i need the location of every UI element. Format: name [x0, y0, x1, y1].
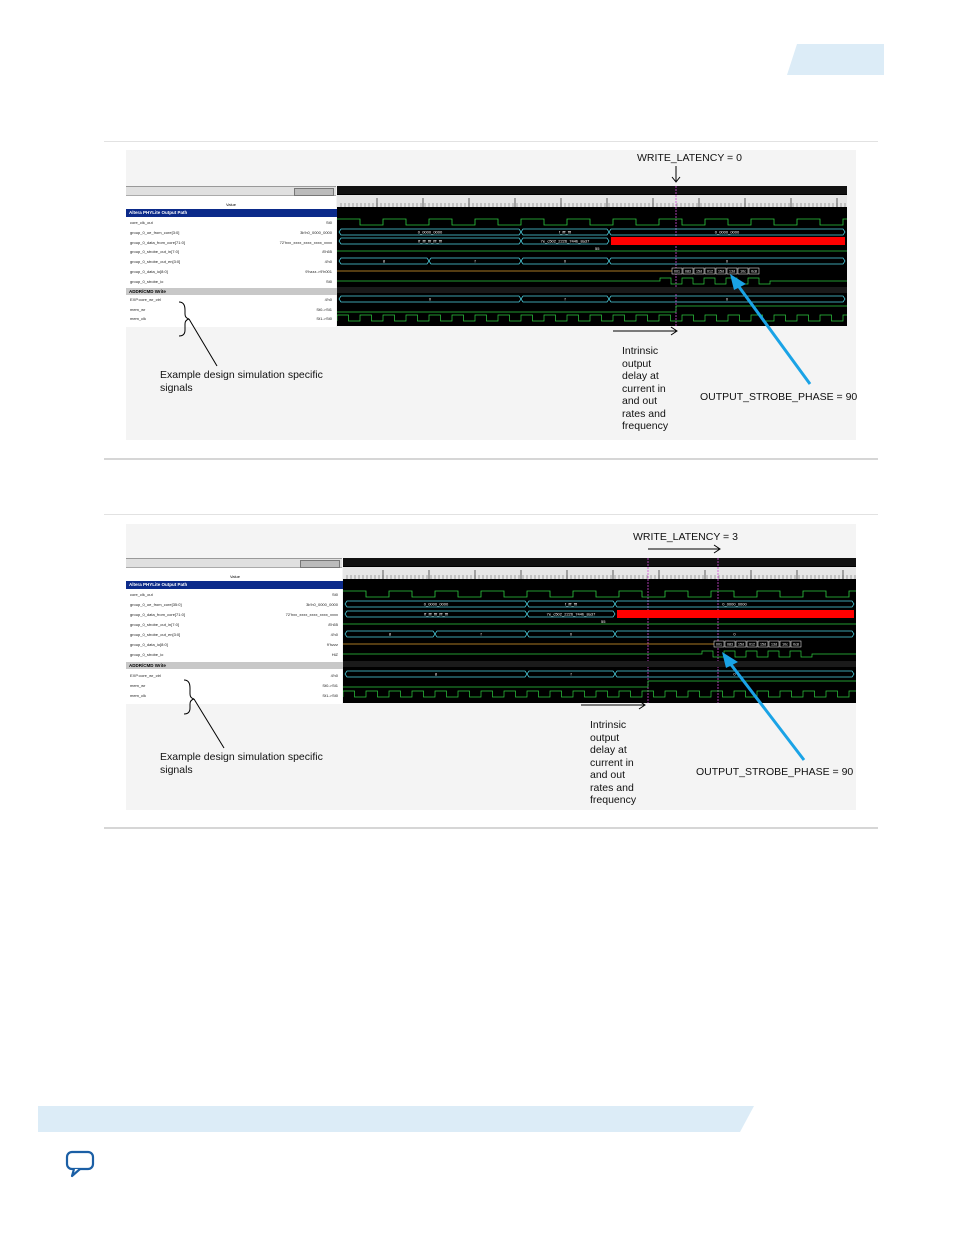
fig2-intrinsic-line: delay at — [590, 744, 627, 756]
signal-name[interactable]: group_0_strobe_out_en[3:0] — [130, 632, 181, 637]
fig1-intrinsic-line: current in — [622, 382, 666, 395]
signal-value: 9'hzzz->9'h001 — [305, 269, 332, 274]
oe-bus-label: f_fff_fff — [559, 229, 571, 235]
signal-name[interactable]: EXP:core_wr_ctrl — [130, 297, 161, 302]
fig1-intrinsic-line: and out — [622, 395, 658, 407]
fig2-intrinsic-line: frequency — [590, 794, 637, 806]
data-bus-error — [617, 610, 854, 618]
strobe-en-bus-label: f — [480, 631, 482, 637]
signal-name[interactable]: group_0_oe_from_core[35:0] — [130, 602, 182, 607]
wave-top-bar — [343, 558, 856, 566]
signal-value: St0 — [325, 220, 332, 225]
strobe-en-bus-label: 0 — [733, 631, 736, 637]
strobe-en-bus-label: 8 — [388, 631, 392, 637]
fig1-intrinsic-line: Intrinsic — [622, 345, 659, 357]
data-bus-error — [611, 237, 845, 245]
signal-value: 4'h0 — [330, 632, 338, 637]
fig2-bracket — [180, 678, 240, 750]
fig2-strobe-note: OUTPUT_STROBE_PHASE = 90 — [696, 766, 854, 778]
signal-name[interactable]: group_0_data_from_core[71:0] — [130, 612, 185, 617]
fig2-write-latency-arrow — [647, 543, 727, 555]
signal-value: 3b'h0_0000_0000 — [300, 229, 332, 235]
data-io-burst-label: 10c — [740, 269, 746, 274]
fig1-write-latency-arrow — [669, 165, 683, 185]
data-io-burst-label: 012 — [749, 642, 755, 647]
fig2-panel-header: Altera PHYLite Output Path — [126, 581, 345, 589]
oe-bus-label: f_fff_fff — [565, 601, 577, 607]
fig2-intrinsic-line: current in — [590, 756, 634, 769]
signal-name[interactable]: group_0_strobe_io — [130, 278, 164, 284]
signal-value: 8'h55 — [322, 249, 332, 255]
signal-value: 9'hzzz — [326, 642, 338, 647]
oe-bus-label: 0_0000_0000 — [722, 601, 747, 607]
fig1-strobe-note: OUTPUT_STROBE_PHASE = 90 — [700, 391, 858, 403]
data-io-burst-label: 15d — [696, 269, 702, 274]
signal-value: 4'h0 — [324, 259, 332, 265]
data-bus-label: 7e_c502_2226_744b_8a37 — [540, 238, 590, 244]
signal-name[interactable]: EXP:core_wr_ctrl — [130, 673, 161, 678]
signal-name[interactable]: core_clk_out — [130, 592, 153, 597]
signal-value: St0->St1 — [322, 683, 338, 688]
fig1-value-col-header: Value — [226, 202, 236, 207]
data-io-burst-label: 15d — [760, 642, 766, 647]
fig1-bracket — [165, 300, 225, 368]
wr-ctrl-bus-label: 8 — [434, 671, 438, 677]
fig1-intrinsic-line: delay at — [622, 370, 659, 382]
fig1-intrinsic-line: frequency — [622, 420, 669, 432]
signal-value: 8'h55 — [328, 622, 338, 627]
fig1-intrinsic-line: rates and — [622, 407, 666, 420]
data-io-burst-label: 083 — [685, 269, 691, 274]
fig2-section2-header: ADDR/CMD Write — [126, 662, 345, 669]
fig1-write-latency-label: WRITE_LATENCY = 0 — [637, 152, 742, 164]
time-ruler — [337, 195, 847, 207]
wr-ctrl-bus-label: f — [564, 296, 566, 302]
data-bus-label: ff_fff_fff_fff_fff — [424, 611, 448, 617]
strobe-en-bus-label: f — [474, 258, 476, 264]
wr-ctrl-bus-label: 0 — [428, 296, 432, 302]
wave-top-bar — [337, 186, 847, 194]
data-io-burst-label: 0c8 — [793, 642, 799, 647]
fig1-intrinsic-note — [622, 345, 668, 433]
signal-name[interactable]: group_0_strobe_out_in[7:0] — [130, 249, 179, 255]
fig2-intrinsic-arrow — [580, 699, 650, 711]
fig2-example-note: Example design simulation specific signals — [160, 751, 323, 776]
signal-name[interactable]: group_0_strobe_io — [130, 652, 164, 657]
fig2-pane-toolbar — [126, 559, 342, 568]
strobe-in-label: 55 — [595, 246, 600, 251]
fig1-intrinsic-arrow — [612, 325, 682, 337]
fig1-example-note: Example design simulation specific signals — [160, 369, 323, 394]
data-bus-label: 7e_c502_2226_744b_8a37 — [546, 611, 596, 617]
strobe-in-label: 55 — [601, 619, 606, 624]
fig1-signal-pane — [126, 186, 336, 327]
signal-value: St0->St1 — [316, 306, 332, 312]
speech-bubble-icon[interactable] — [64, 1150, 98, 1178]
figure1-top-rule — [104, 141, 878, 142]
data-io-burst-label: 001 — [674, 269, 680, 274]
oe-bus-label: 0_0000_0000 — [714, 229, 740, 235]
wr-ctrl-bus-label: f — [570, 671, 572, 677]
signal-name[interactable]: mem_wr — [130, 306, 146, 312]
fig2-intrinsic-line: output — [590, 731, 620, 744]
signal-name[interactable]: group_0_strobe_out_in[7:0] — [130, 622, 179, 627]
signal-name[interactable]: group_0_data_io[8:0] — [130, 269, 168, 274]
signal-value: 4'h0 — [324, 297, 332, 302]
wr-ctrl-bus-label: 0 — [725, 296, 729, 302]
header-corner-tab — [797, 44, 884, 75]
signal-value: 3b'h0_0000_0000 — [306, 602, 338, 607]
strobe-en-bus-label: 0 — [725, 258, 729, 264]
data-io-burst-label: 083 — [727, 642, 733, 647]
data-io-burst-label: 001 — [716, 642, 722, 647]
signal-value: 4'h0 — [330, 673, 338, 678]
signal-name[interactable]: group_0_strobe_out_en[3:0] — [130, 259, 181, 265]
signal-value: 72'hxx_xxxx_xxxx_xxxx_xxxx — [285, 612, 338, 617]
signal-value: 72'hxx_xxxx_xxxx_xxxx_xxxx — [279, 239, 332, 245]
fig1-toolbar-controls[interactable] — [294, 188, 334, 196]
signal-value: St0 — [331, 592, 338, 597]
figure2-bottom-rule — [104, 827, 878, 829]
figure1-bottom-rule — [104, 458, 878, 460]
oe-bus-label: 0_0000_0000 — [417, 229, 443, 235]
figure2-top-rule — [104, 514, 878, 515]
signal-name[interactable]: mem_clk — [130, 316, 147, 321]
fig1-intrinsic-line: output — [622, 357, 652, 370]
data-io-burst-label: 10c — [782, 642, 788, 647]
fig2-intrinsic-line: Intrinsic — [590, 719, 627, 731]
fig1-section2-header: ADDR/CMD Write — [126, 288, 339, 295]
data-io-burst-label: 15d — [738, 642, 744, 647]
fig2-write-latency-label: WRITE_LATENCY = 3 — [633, 531, 738, 543]
signal-value: St1->St0 — [316, 316, 332, 321]
fig2-strobe-arrow — [712, 648, 812, 766]
fig2-intrinsic-note — [590, 719, 636, 807]
fig1-panel-header: Altera PHYLite Output Path — [126, 209, 339, 217]
signal-name[interactable]: mem_wr — [130, 683, 146, 688]
signal-name[interactable]: mem_clk — [130, 693, 147, 698]
signal-value: St0 — [325, 278, 332, 284]
fig2-intrinsic-line: and out — [590, 769, 626, 781]
signal-value: HiZ — [331, 652, 338, 657]
signal-value: St1->St0 — [322, 693, 338, 698]
data-io-burst-label: 15d — [718, 269, 724, 274]
fig2-value-col-header: Value — [230, 574, 240, 579]
data-io-burst-label: 13d — [771, 642, 777, 647]
fig2-toolbar-controls[interactable] — [300, 560, 340, 568]
data-io-burst-label: 13d — [729, 269, 735, 274]
fig1-pane-toolbar — [126, 187, 336, 196]
signal-name[interactable]: core_clk_out — [130, 220, 153, 225]
signal-name[interactable]: group_0_data_from_core[71:0] — [130, 239, 185, 245]
data-io-burst-label: 0c8 — [751, 269, 757, 274]
strobe-en-bus-label: 0 — [563, 258, 567, 264]
strobe-en-bus-label: 8 — [382, 258, 386, 264]
data-bus-label: ff_fff_fff_fff_fff — [418, 238, 442, 244]
signal-name[interactable]: group_0_oe_from_core[3:0] — [130, 229, 180, 235]
fig2-intrinsic-line: rates and — [590, 781, 634, 794]
wr-ctrl-bus-label: 0 — [733, 671, 736, 677]
footer-band — [38, 1106, 740, 1132]
data-io-burst-label: 012 — [707, 269, 713, 274]
strobe-en-bus-label: 0 — [569, 631, 573, 637]
oe-bus-label: 0_0000_0000 — [423, 601, 449, 607]
fig1-strobe-arrow — [720, 270, 820, 390]
signal-name[interactable]: group_0_data_io[8:0] — [130, 642, 168, 647]
